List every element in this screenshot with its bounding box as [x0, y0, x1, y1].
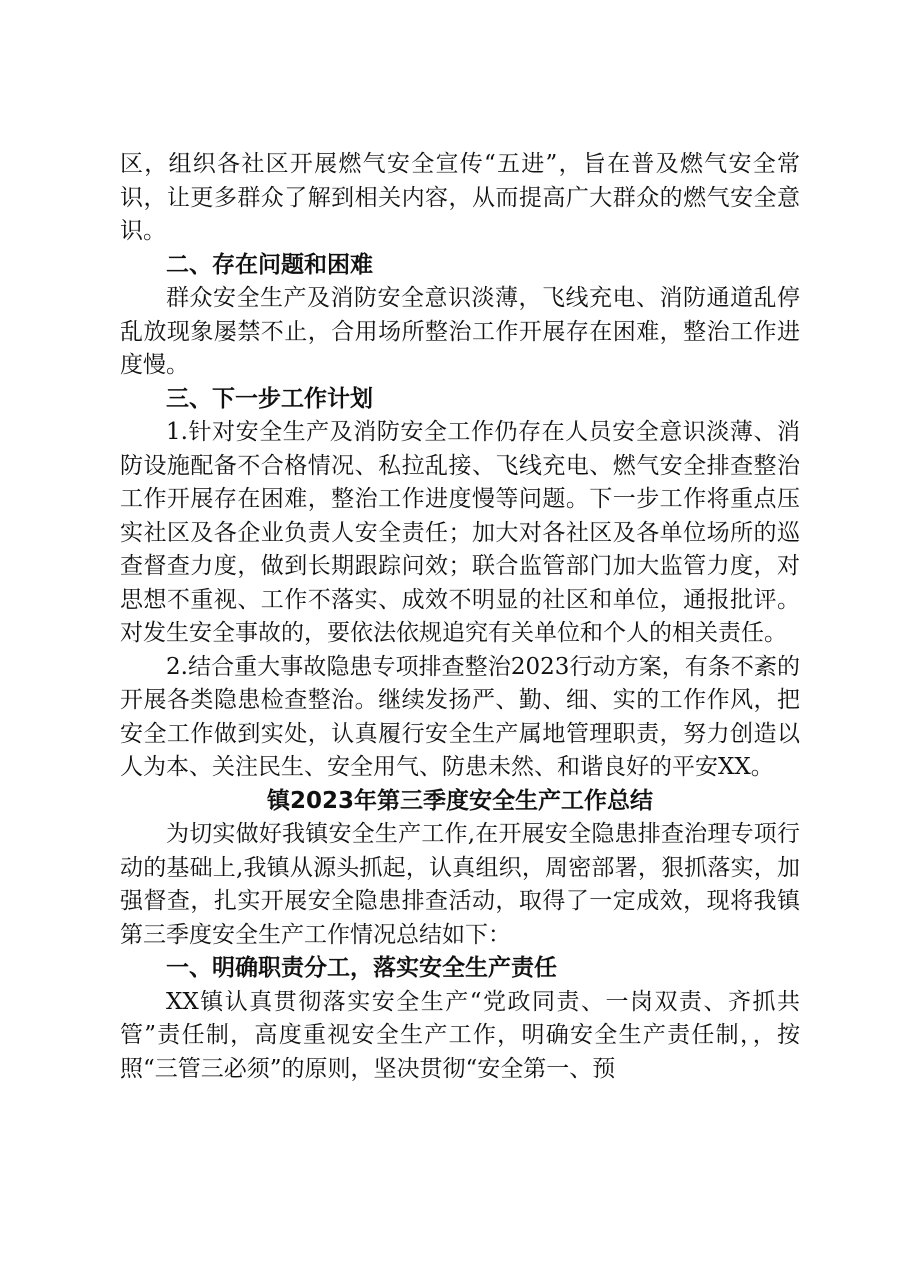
section-heading-responsibilities: 一、明确职责分工，落实安全生产责任: [166, 955, 557, 981]
paragraph-summary-intro: 为切实做好我镇安全生产工作,在开展安全隐患排查治理专项行动的基础上,我镇从源头抓起，认真组织，周密部署，狠抓落实，加强督查，扎实开展安全隐患排查活动，取得了一定成效，现将我镇第三季度安全生产工作情况总结如下：: [120, 821, 800, 948]
document-title-q3-summary: 镇2023年第三季度安全生产工作总结: [266, 787, 653, 814]
paragraph-plan-item-2: 2.结合重大事故隐患专项排查整治2023行动方案，有条不紊的开展各类隐患检查整治。继续发扬严、勤、细、实的工作作风，把安全工作做到实处，认真履行安全生产属地管理职责，努力创造以人为本、关注民生、安全用气、防患未然、和谐良好的平安XX。: [120, 653, 800, 780]
section-heading-next-plan: 三、下一步工作计划: [166, 385, 373, 412]
document-body: [120, 148, 800, 1086]
section-heading-problems: 二、存在问题和困难: [166, 251, 373, 278]
paragraph-responsibilities: XX镇认真贯彻落实安全生产“党政同责、一岗双责、齐抓共管”责任制，高度重视安全生产工作，明确安全生产责任制，，按照“三管三必须”的原则，坚决贯彻“安全第一、预: [120, 988, 800, 1082]
paragraph-plan-item-1: 1.针对安全生产及消防安全工作仍存在人员安全意识淡薄、消防设施配备不合格情况、私拉乱接、飞线充电、燃气安全排查整治工作开展存在困难，整治工作进度慢等问题。下一步工作将重点压实社区及各企业负责人安全责任；加大对各社区及各单位场所的巡查督查力度，做到长期跟踪问效；联合监管部门加大监管力度，对思想不重视、工作不落实、成效不明显的社区和单位，通报批评。对发生安全事故的，要依法依规追究有关单位和个人的相关责任。: [120, 419, 800, 646]
paragraph-problems: 群众安全生产及消防安全意识淡薄，飞线充电、消防通道乱停乱放现象屡禁不止，合用场所整治工作开展存在困难，整治工作进度慢。: [120, 285, 800, 378]
paragraph-gas-safety-publicity: 区，组织各社区开展燃气安全宣传“五进”，旨在普及燃气安全常识，让更多群众了解到相关内容，从而提高广大群众的燃气安全意识。: [120, 151, 800, 244]
